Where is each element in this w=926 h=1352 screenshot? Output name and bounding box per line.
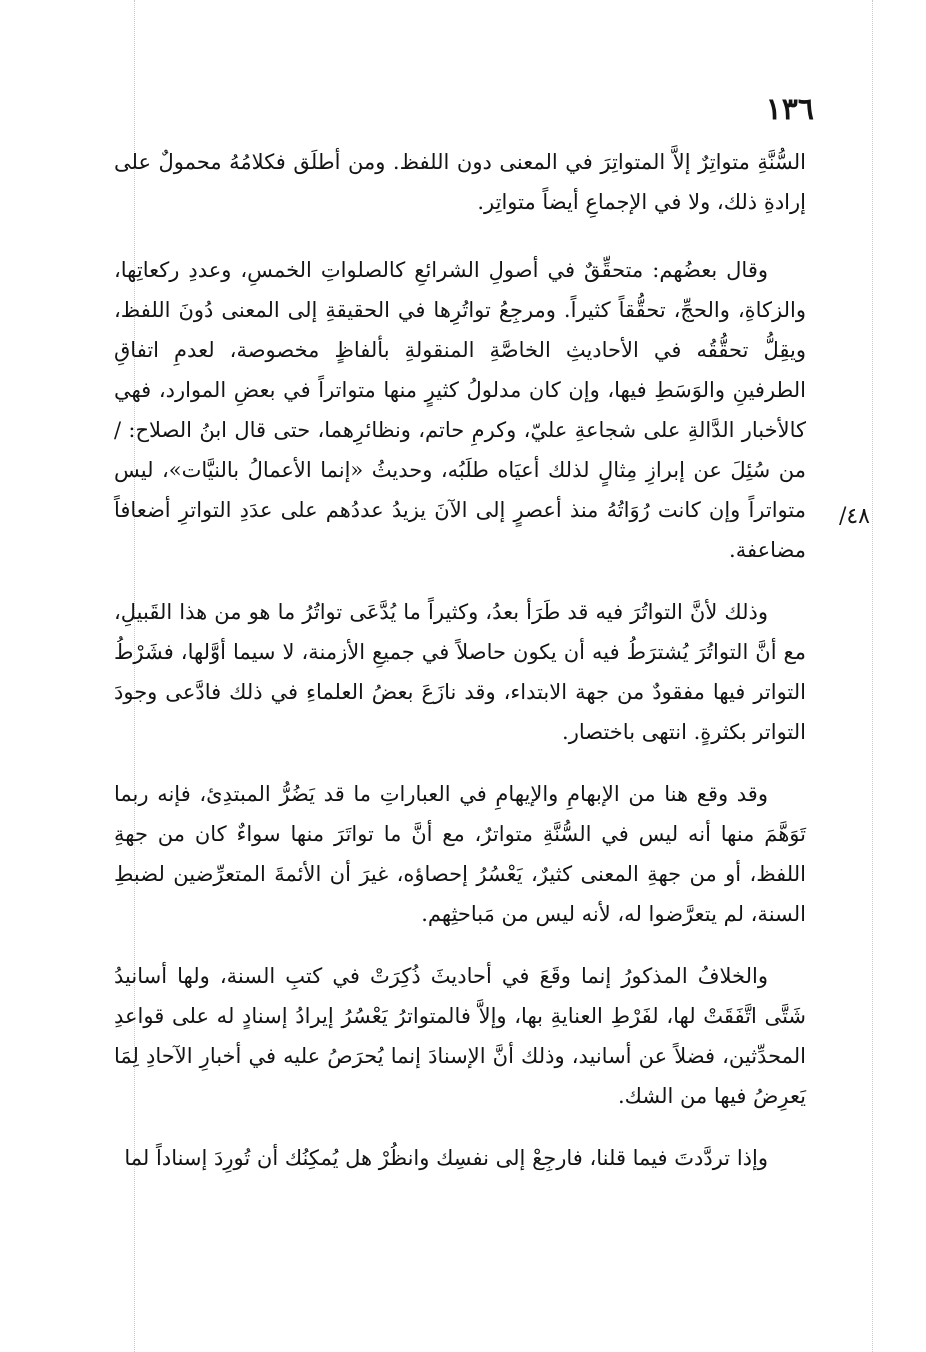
paragraph: وقال بعضُهم: متحقِّقٌ في أصولِ الشرائعِ كالصلواتِ الخمسِ، وعددِ ركعاتِها، والزكاةِ، والحجِّ، تحقُّقاً كثيراً. ومرجِعُ تواتُرِها في الحقيقةِ إلى المعنى دُونَ اللفظ، ويقِلُّ تحقُّقُه في الأحاديثِ الخاصَّةِ المنقولةِ بألفاظٍ مخصوصة، لعدمِ اتفاقِ الطرفينِ والوَسَطِ فيها، وإن كان مدلولُ كثيرٍ منها متواتراً في بعضِ الموارد، فهي كالأخبار الدَّالةِ على شجاعةِ عليّ، وكرمِ حاتم، ونظائرِهما، حتى قال ابنُ الصلاح: / من سُئِلَ عن إبرازِ مِثالٍ لذلك أعيَاه طلَبُه، وحديثُ «إنما الأعمالُ بالنيَّات»، ليس متواتراً وإن كانت رُوَاتُهُ منذ أعصرٍ إلى الآنَ يزيدُ عددُهم على عدَدِ التواترِ أضعافاً مضاعفة. (114, 258, 806, 562)
paragraph: وإذا تردَّدتَ فيما قلنا، فارجِعْ إلى نفسِك وانظُرْ هل يُمكِنُك أن تُورِدَ إسناداً لما (124, 1146, 768, 1170)
paragraph: وقد وقع هنا من الإبهامِ والإيهامِ في العباراتِ ما قد يَضُرُّ المبتدِئ، فإنه ربما تَوَهَّمَ منها أنه ليس في السُّنَّةِ متواترٌ، مع أنَّ ما تواتَرَ منها سواءٌ كان من جهةِ اللفظ، أو من جهةِ المعنى كثيرٌ، يَعْسُرُ إحصاؤه، غيرَ أن الأئمةَ المتعرِّضين لضبطِ السنة، لم يتعرَّضوا له، لأنه ليس من مَباحثِهم. (114, 782, 806, 926)
margin-reference: /٤٨ (838, 504, 870, 529)
page-number: ١٣٦ (765, 92, 814, 127)
paragraph: وذلك لأنَّ التواتُرَ فيه قد طَرَأ بعدُ، وكثيراً ما يُدَّعَى تواتُرُ ما هو من هذا القَبيلِ، مع أنَّ التواتُرَ يُشترَطُ فيه أن يكون حاصلاً في جميعِ الأزمنة، لا سيما أوَّلها، فشَرْطُ التواتر فيها مفقودٌ من جهة الابتداء، وقد نازَعَ بعضُ العلماءِ في ذلك فادَّعى وجودَ التواتر بكثرةٍ. انتهى باختصار. (114, 600, 806, 744)
scan-fold-line (872, 0, 873, 1352)
body-text (114, 142, 806, 1200)
paragraph: والخلافُ المذكورُ إنما وقَعَ في أحاديثَ ذُكِرَتْ في كتبِ السنة، ولها أسانيدُ شَتَّى اتَّفَقَتْ لها، لفَرْطِ العنايةِ بها، وإلاَّ فالمتواترُ يَعْسُرُ إيرادُ إسنادٍ له على قواعدِ المحدِّثين، فضلاً عن أسانيد، وذلك أنَّ الإسنادَ إنما يُحرَصُ عليه في أخبارِ الآحادِ لِمَا يَعرِضُ فيها من الشك. (114, 964, 806, 1108)
paragraph: السُّنَّةِ متواتِرٌ إلاَّ المتواتِرَ في المعنى دون اللفظ. ومن أطلَق فكلامُهُ محمولٌ على إرادةِ ذلك، ولا في الإجماعِ أيضاً متواتِر. (114, 150, 806, 214)
